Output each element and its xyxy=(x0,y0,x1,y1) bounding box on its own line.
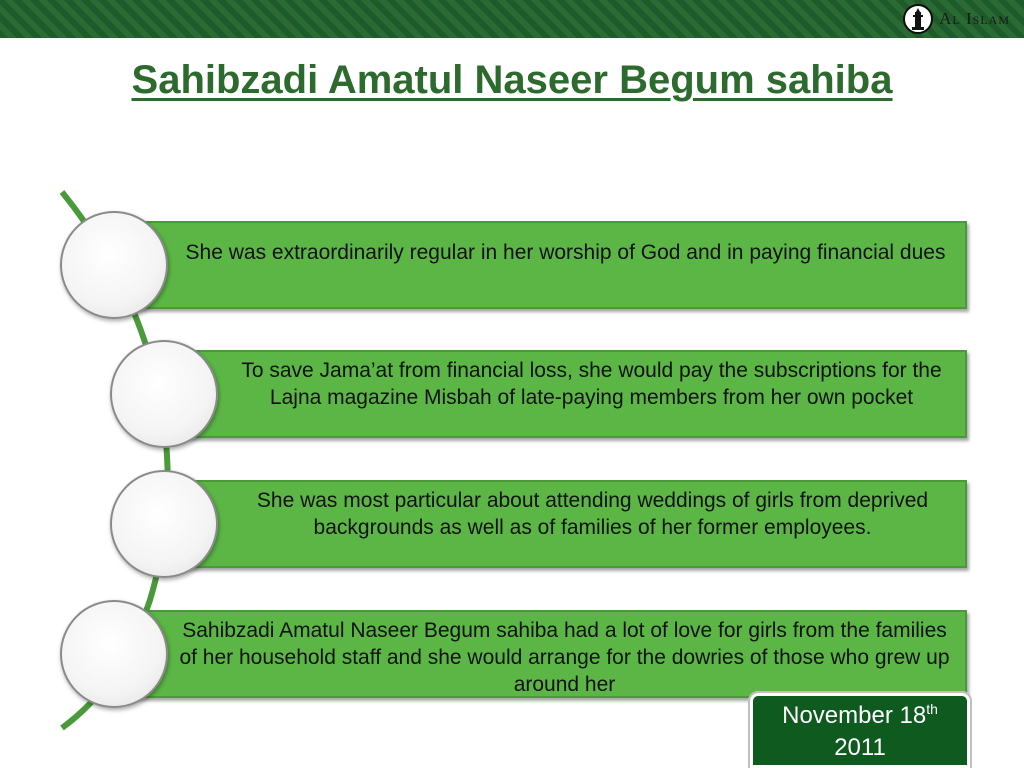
bullet-circle xyxy=(110,470,218,578)
bullet-circle xyxy=(110,340,218,448)
list-item-text: She was most particular about attending weddings of girls from deprived backgrounds as well as of families of her former employees. xyxy=(256,489,929,539)
list-item xyxy=(112,610,967,698)
date-text: November 18 xyxy=(782,702,927,729)
bullet-circle xyxy=(60,600,168,708)
slide-title: Sahibzadi Amatul Naseer Begum sahiba xyxy=(131,58,893,102)
list-item xyxy=(162,350,967,438)
list-item-text: To save Jama’at from financial loss, she would pay the subscriptions for the Lajna magazine Misbah of late-paying members from her own pocket xyxy=(241,359,942,409)
date-year: 2011 xyxy=(834,734,886,761)
list-item xyxy=(162,480,967,568)
list-item-text: She was extraordinarily regular in her worship of God and in paying financial dues xyxy=(185,241,946,264)
date-suffix: th xyxy=(926,701,938,717)
list-item-text: Sahibzadi Amatul Naseer Begum sahiba had a lot of love for girls from the families of her household staff and she would arrange for the dowries of those who grew up around her xyxy=(179,619,950,696)
date-badge xyxy=(750,693,970,768)
bullet-circle xyxy=(60,211,168,319)
logo-text: Al Islam xyxy=(939,9,1010,28)
list-item xyxy=(112,221,967,309)
